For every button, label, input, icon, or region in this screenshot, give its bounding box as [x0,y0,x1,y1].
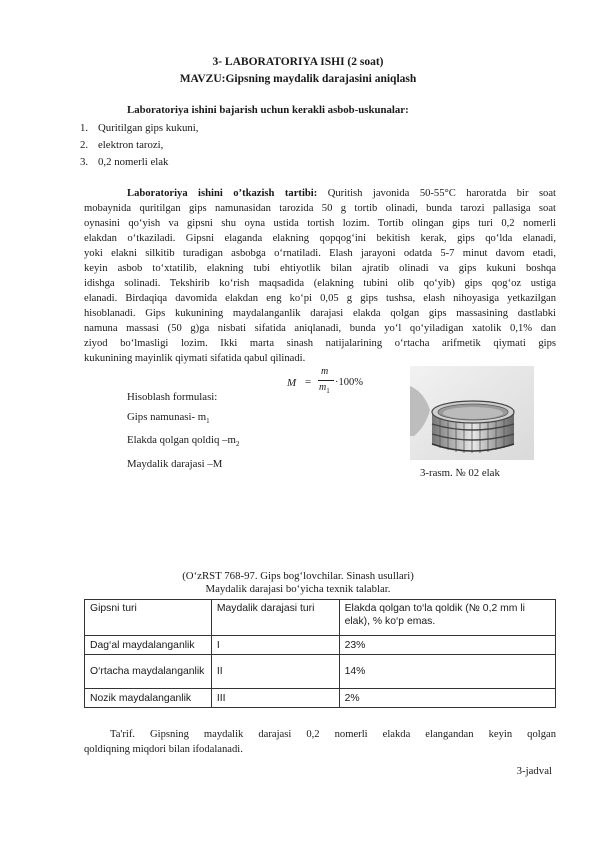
formula-numerator: m [321,366,329,377]
equipment-heading: Laboratoriya ishini bajarish uchun kerakli asbob-uskunalar: [127,104,409,116]
procedure-line: idishga solinadi. Tekshirib ko‘rish maqsadida (elakning tubini olib qo‘yib) gips qog‘oz ustiga [84,278,556,289]
sieve-image [410,366,534,460]
table-cell: 2% [339,689,555,708]
procedure-label: Laboratoriya ishini o’tkazish tartibi: [127,188,318,199]
table-cell: III [211,689,339,708]
page-subtitle: MAVZU:Gipsning maydalik darajasini aniqlash [179,73,417,85]
table-row [85,636,556,655]
procedure-line: yoki elakni silkitib turadigan asbobga o‘rnatiladi. Elash jarayoni odatda 5-7 minut davom etadi, [84,248,556,259]
table-cell: Nozik maydalanganlik [85,689,212,708]
formula-tail: ·100% [335,377,363,388]
procedure-line: namuna massasi (50 g)ga nisbati sifatida aniqlanadi, bunda yo‘l qo‘yiladigan xatolik 0,1% dan [84,323,556,334]
formula-denominator: $m_1$ [319,382,330,395]
definition-note [84,727,556,757]
table-cell: 14% [339,655,555,689]
procedure-paragraph [84,186,556,366]
definition-item: Hisoblash formulasi: [127,391,218,403]
figure-caption: 3-rasm. № 02 elak [420,467,500,479]
table-cell: Dag‘al maydalanganlik [85,636,212,655]
equipment-item [80,156,169,168]
table-cell: 23% [339,636,555,655]
table-row [85,655,556,689]
procedure-line: keyin asbob to‘xtatilib, elakning tubi ehtiyotlik bilan ajratib olinadi va gips kukuni boshqa [84,263,556,274]
table-cell: I [211,636,339,655]
list-text: elektron tarozi, [98,139,164,151]
table-header-row [85,600,556,636]
list-text: 0,2 nomerli elak [98,156,169,168]
formula-equals: = [305,376,312,388]
equipment-item [80,139,164,151]
procedure-line: mobaynida quritilgan gips namunasidan tarozida 50 g tortib olinadi, bunda tarozi pallasiga soat [84,203,556,214]
definition-item: Gips namunasi- $m_1$ [127,410,210,425]
list-text: Quritilgan gips kukuni, [98,122,199,134]
table-caption-line2: Maydalik darajasi bo‘yicha texnik talablar. [205,583,391,595]
table-cell: II [211,655,339,689]
table-header-cell: Elakda qolgan to‘la qoldik (№ 0,2 mm li elak), % ko‘p emas. [339,600,555,636]
list-number: 1. [80,122,89,134]
note-line: qoldiqning miqdori bilan ifodalanadi. [84,744,243,755]
table-caption-line1: (O‘zRST 768-97. Gips bog‘lovchilar. Sinash usullari) [182,570,414,582]
equipment-item [80,122,199,134]
table-row [85,689,556,708]
definition-item: Maydalik darajasi –M [127,457,223,470]
procedure-line: elanadi. Birdaqiqa davomida elakdan eng ko‘pi 0,05 g gips tushsa, elash nihoyasiga yetkazilgan [84,293,556,304]
procedure-line: Quritish javonida 50-55°C haroratda bir soat [327,188,557,199]
table-number-label: 3-jadval [516,765,552,777]
definitions-list [127,388,239,474]
definition-item: Elakda qolgan qoldiq $-m_2$ [127,434,240,449]
procedure-line: elakdan o‘tkaziladi. Gipsni elaganda elakning qopqog‘ini bekitish kerak, gips qo‘lda elanadi, [84,233,556,244]
table-header-cell: Maydalik darajasi turi [211,600,339,636]
list-number: 2. [80,139,89,151]
table-cell: O‘rtacha maydalanganlik [85,655,212,689]
list-number: 3. [80,156,89,168]
procedure-line: kukunining mayinlik qiymati sifatida qabul qilinadi. [84,353,306,364]
formula [287,366,397,400]
procedure-line: ziyod bo‘lmasligi lozim. Ikki marta sinash natijalarining o‘rtacha arifmetik qiymati gips [84,338,556,349]
procedure-line: oynasini qo‘yish va gipsni shu oyna ustida tortish lozim. Tortib olingan gips turi 0,2 nomerli [84,218,556,229]
technical-requirements-table [84,599,556,708]
formula-lhs: M [287,377,297,389]
page-title: 3- LABORATORIYA ISHI (2 soat) [212,56,384,68]
note-line: Ta'rif. Gipsning maydalik darajasi 0,2 nomerli elakda elangandan keyin qolgan [110,729,556,740]
table-header-cell: Gipsni turi [85,600,212,636]
fraction-bar [318,380,334,381]
procedure-line: hisoblanadi. Gips kukunining maydalanganlik darajasi elakda qolgan gips massasining dastlabki [84,308,556,319]
